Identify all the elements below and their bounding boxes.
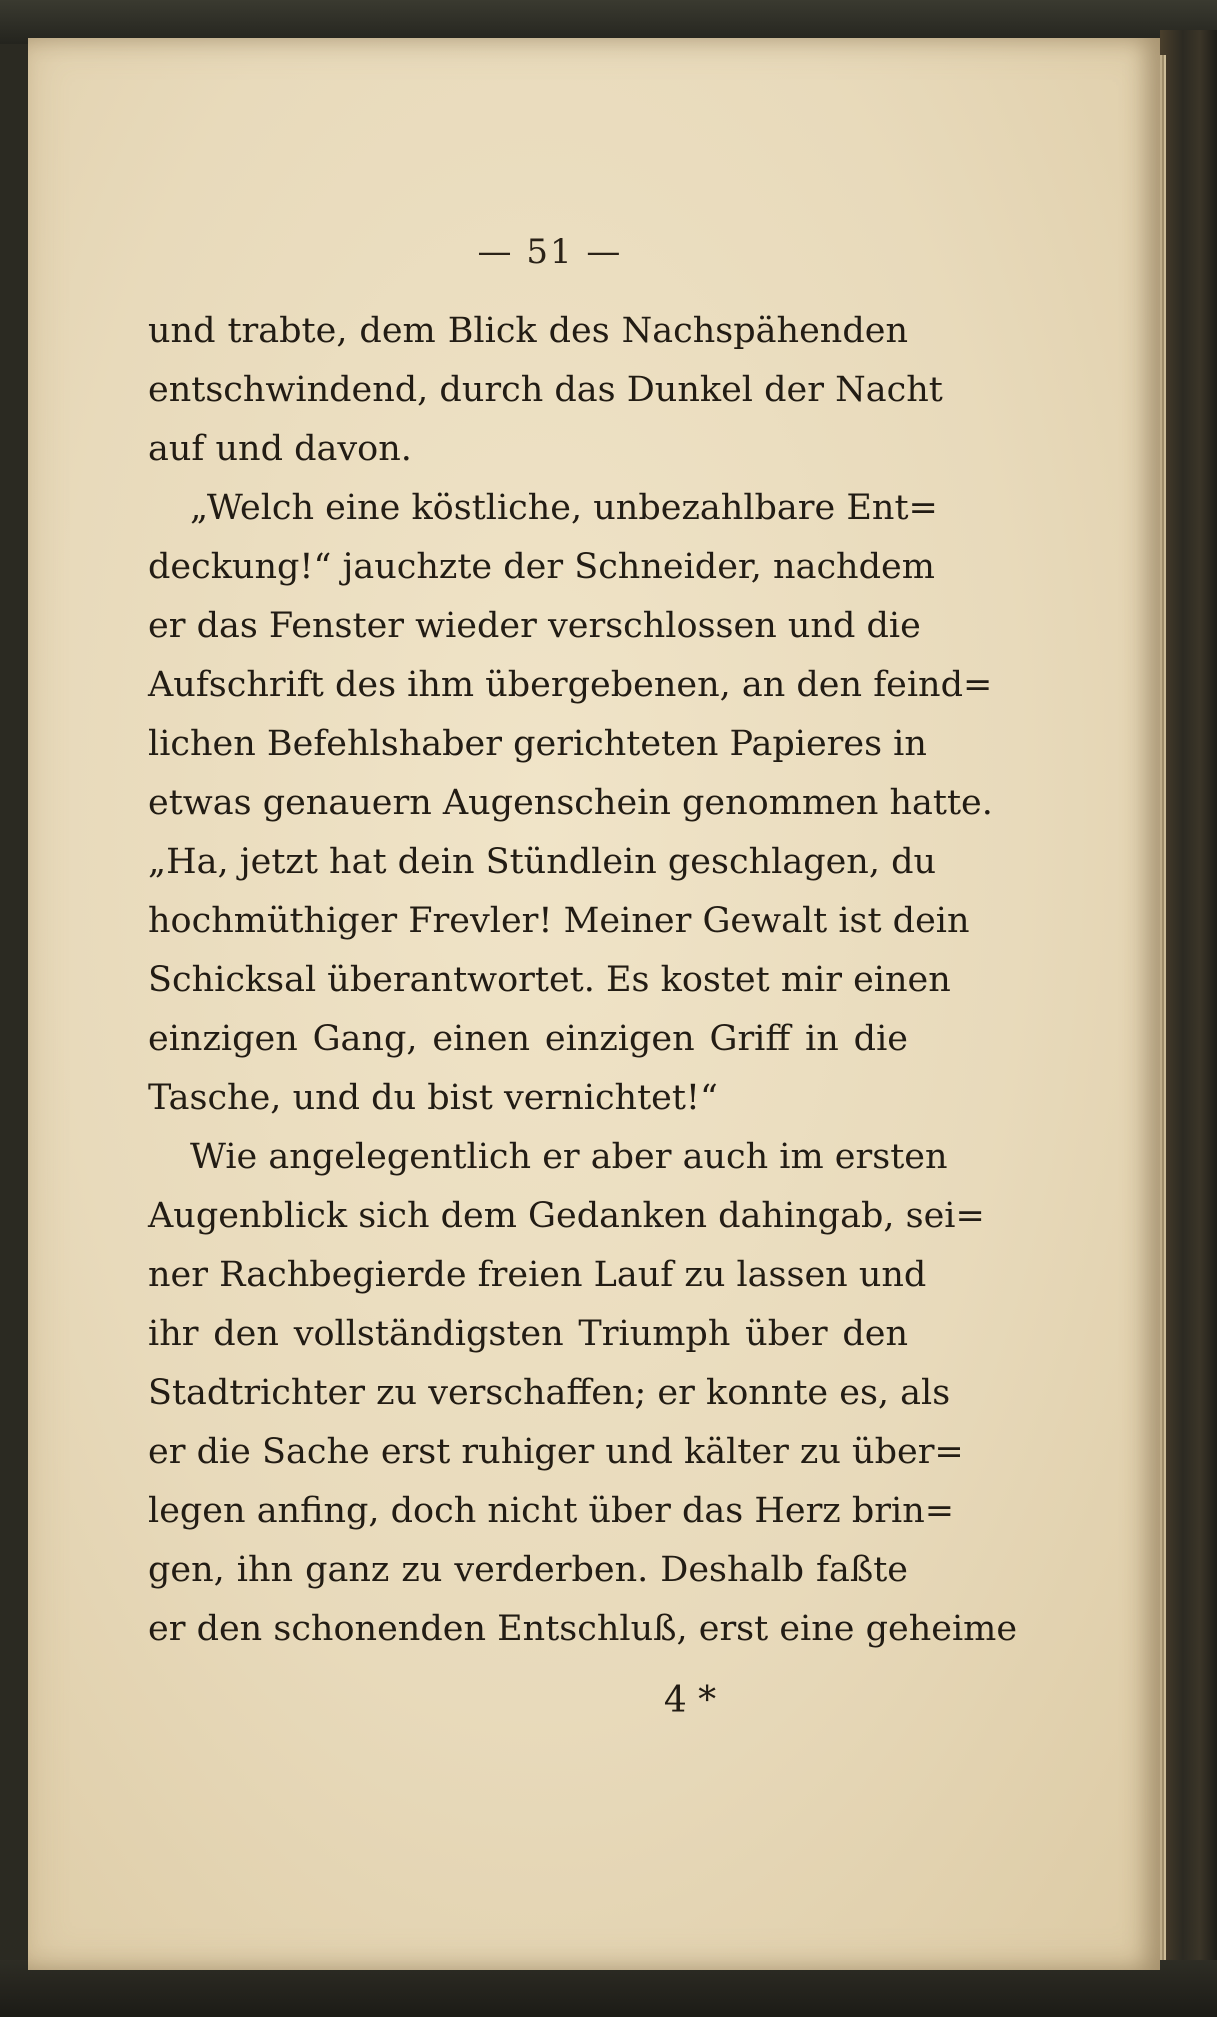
text-line: gen, ihn ganz zu verderben. Deshalb faßte [148,1550,908,1590]
text-line: er die Sache erst ruhiger und kälter zu über= [148,1432,964,1472]
text-line: er das Fenster wieder verschlossen und die [148,606,921,646]
text-line: lichen Befehlshaber gerichteten Papieres in [148,724,927,764]
text-line: Schicksal überantwortet. Es kostet mir einen [148,960,951,1000]
text-line: Tasche, und du bist vernichtet!“ [148,1078,718,1118]
text-line: „Ha, jetzt hat dein Stündlein geschlagen, du [148,842,937,882]
text-line: einzigen Gang, einen einzigen Griff in die [148,1019,908,1059]
page-number-header: — 51 — [477,232,623,272]
text-line: entschwindend, durch das Dunkel der Nacht [148,370,943,410]
text-line: ner Rachbegierde freien Lauf zu lassen und [148,1255,927,1295]
text-line: ihr den vollständigsten Triumph über den [148,1314,908,1354]
signature-mark: 4 * [663,1680,717,1721]
text-line: Wie angelegentlich er aber auch im ersten [190,1137,948,1177]
text-line: legen anfing, doch nicht über das Herz brin= [148,1491,955,1531]
text-line: Aufschrift des ihm übergebenen, an den feind= [148,665,993,705]
text-line: Stadtrichter zu verschaffen; er konnte es, als [148,1373,951,1413]
body-text [148,302,1018,1659]
book-board-right [1160,30,1217,1990]
text-line: und trabte, dem Blick des Nachspähenden [148,311,908,351]
text-line: auf und davon. [148,429,412,469]
text-line: hochmüthiger Frevler! Meiner Gewalt ist dein [148,901,970,941]
text-line: deckung!“ jauchzte der Schneider, nachdem [148,547,935,587]
text-line: „Welch eine köstliche, unbezahlbare Ent= [190,488,938,528]
text-line: Augenblick sich dem Gedanken dahingab, sei= [148,1196,985,1236]
text-line: etwas genauern Augenschein genommen hatte. [148,783,993,823]
text-line: er den schonenden Entschluß, erst eine geheime [148,1609,1018,1649]
